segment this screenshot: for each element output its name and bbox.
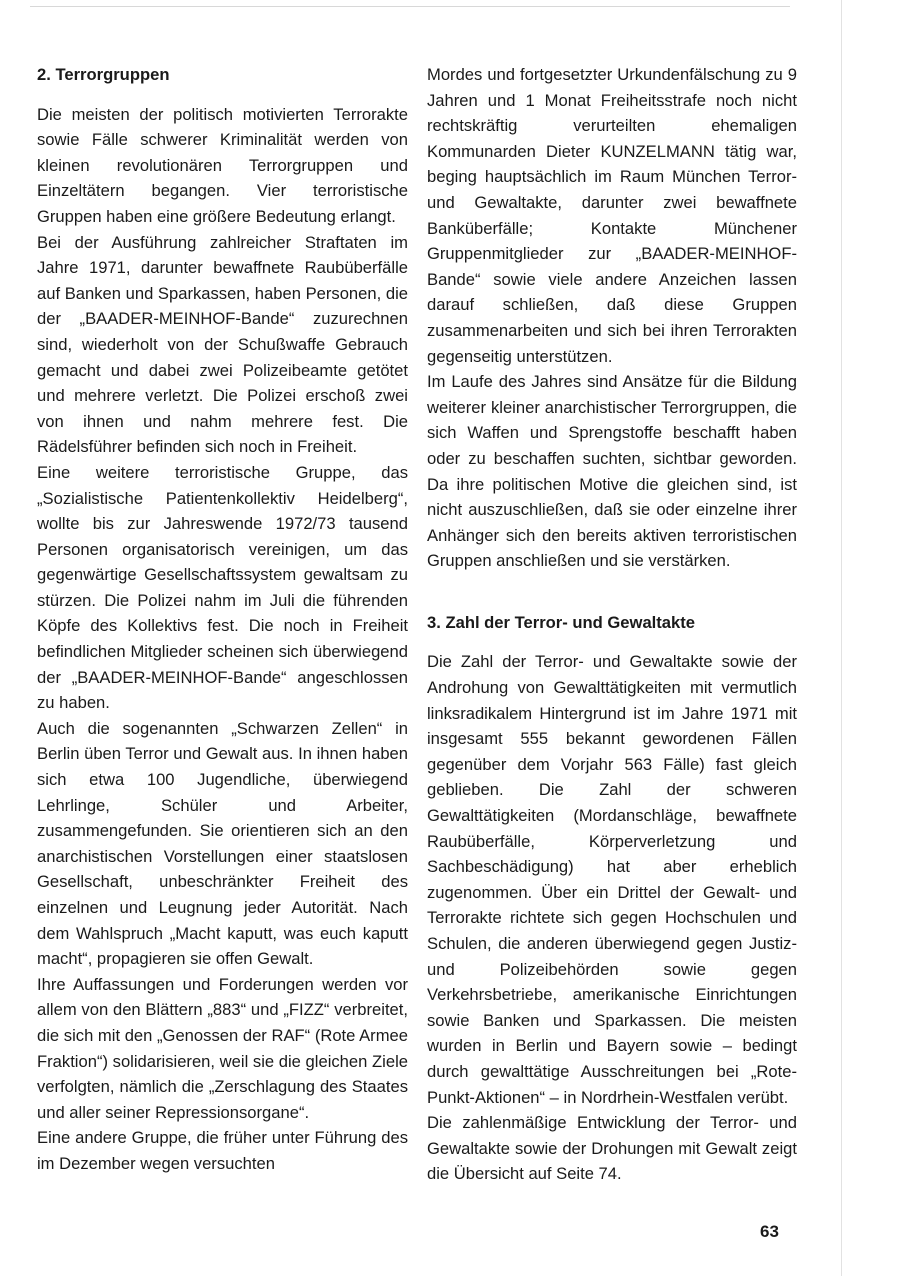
section-2-heading: 2. Terrorgruppen bbox=[37, 65, 170, 84]
paragraph: Mordes und fortgesetzter Urkundenfälschung zu 9 Jahren und 1 Monat Freiheitsstrafe noch nicht rechtskräftig verurteilten ehemaligen Kommunarden Dieter KUNZELMANN tätig war, beging hauptsächlich im Raum München Terror- und Gewaltakte, darunter zwei bewaffnete Banküberfälle; Kontakte Münchener Gruppenmitglieder zur „BAADER-MEINHOF-Bande“ sowie viele andere Anzeichen lassen darauf schließen, daß diese Gruppen zusammenarbeiten und sich bei ihren Terrorakten gegenseitig unterstützen. bbox=[427, 65, 797, 366]
paragraph: Auch die sogenannten „Schwarzen Zellen“ in Berlin üben Terror und Gewalt aus. In ihnen haben sich etwa 100 Jugendliche, überwiegend Lehrlinge, Schüler und Arbeiter, zusammengefunden. Sie orientieren sich an den anarchistischen Vorstellungen einer staatslosen Gesellschaft, unbeschränkter Freiheit des einzelnen und Leugnung jeder Autorität. Nach dem Wahlspruch „Macht kaputt, was euch kaputt macht“, propagieren sie offen Gewalt. bbox=[37, 718, 408, 969]
right-column bbox=[427, 62, 797, 1187]
paragraph: Bei der Ausführung zahlreicher Straftaten im Jahre 1971, darunter bewaffnete Raubüberfälle auf Banken und Sparkassen, haben Personen, die der „BAADER-MEINHOF-Bande“ zuzurechnen sind, wiederholt von der Schußwaffe Gebrauch gemacht und dabei zwei Polizeibeamte getötet und mehrere verletzt. Die Polizei erschoß zwei von ihnen und nahm mehrere fest. Die Rädelsführer befinden sich noch in Freiheit. bbox=[37, 232, 408, 457]
section-3-heading: 3. Zahl der Terror- und Gewaltakte bbox=[427, 612, 696, 632]
page-number: 63 bbox=[760, 1222, 779, 1241]
paragraph: Die Zahl der Terror- und Gewaltakte sowie der Androhung von Gewalttätigkeiten mit vermutlich linksradikalem Hintergrund ist im Jahre 1971 mit insgesamt 555 bekannt gewordenen Fällen gegenüber dem Vorjahr 563 Fälle) fast gleich geblieben. Die Zahl der schweren Gewalttätigkeiten (Mordanschläge, bewaffnete Raubüberfälle, Körperverletzung und Sachbeschädigung) hat aber erheblich zugenommen. Über ein Drittel der Gewalt- und Terrorakte richtete sich gegen Hochschulen und Schulen, die anderen überwiegend gegen Justiz- und Polizeibehörden sowie gegen Verkehrsbetriebe, amerikanische Einrichtungen sowie Banken und Sparkassen. Die meisten wurden in Berlin und Bayern sowie – bedingt durch gewalttätige Ausschreitungen bei „Rote-Punkt-Aktionen“ – in Nordrhein-Westfalen verübt. bbox=[427, 652, 797, 1107]
paragraph: Die zahlenmäßige Entwicklung der Terror- und Gewaltakte sowie der Drohungen mit Gewalt zeigt die Übersicht auf Seite 74. bbox=[427, 1113, 797, 1184]
page-edge-right bbox=[841, 0, 842, 1276]
paragraph: Die meisten der politisch motivierten Terrorakte sowie Fälle schwerer Kriminalität werden von kleinen revolutionären Terrorgruppen und Einzeltätern begangen. Vier terroristische Gruppen haben eine größere Bedeutung erlangt. bbox=[37, 104, 408, 226]
paragraph: Ihre Auffassungen und Forderungen werden vor allem von den Blättern „883“ und „FIZZ“ verbreitet, die sich mit den „Genossen der RAF“ (Rote Armee Fraktion“) solidarisieren, weil sie die gleichen Ziele verfolgten, nämlich die „Zerschlagung des Staates und aller seiner Repressionsorgane“. bbox=[37, 974, 408, 1122]
paragraph: Eine andere Gruppe, die früher unter Führung des im Dezember wegen versuchten bbox=[37, 1128, 408, 1173]
paragraph: Im Laufe des Jahres sind Ansätze für die Bildung weiterer kleiner anarchistischer Terrorgruppen, die sich Waffen und Sprengstoffe beschafft haben oder zu beschaffen suchten, sichtbar geworden. Da ihre politischen Motive die gleichen sind, ist nicht auszuschließen, daß sie oder einzelne ihrer Anhänger sich den bereits aktiven terroristischen Gruppen anschließen und sie verstärken. bbox=[427, 372, 797, 571]
section-spacer bbox=[427, 574, 797, 610]
page-edge-top bbox=[30, 6, 790, 7]
paragraph: Eine weitere terroristische Gruppe, das „Sozialistische Patientenkollektiv Heidelberg“, wollte bis zur Jahreswende 1972/73 tausend Personen organisatorisch vereinigen, um das gegenwärtige Gesellschaftssystem gewaltsam zu stürzen. Die Polizei nahm im Juli die führenden Köpfe des Kollektivs fest. Die noch in Freiheit befindlichen Mitglieder scheinen sich überwiegend der „BAADER-MEINHOF-Bande“ angeschlossen zu haben. bbox=[37, 462, 408, 713]
left-column bbox=[37, 62, 408, 1177]
